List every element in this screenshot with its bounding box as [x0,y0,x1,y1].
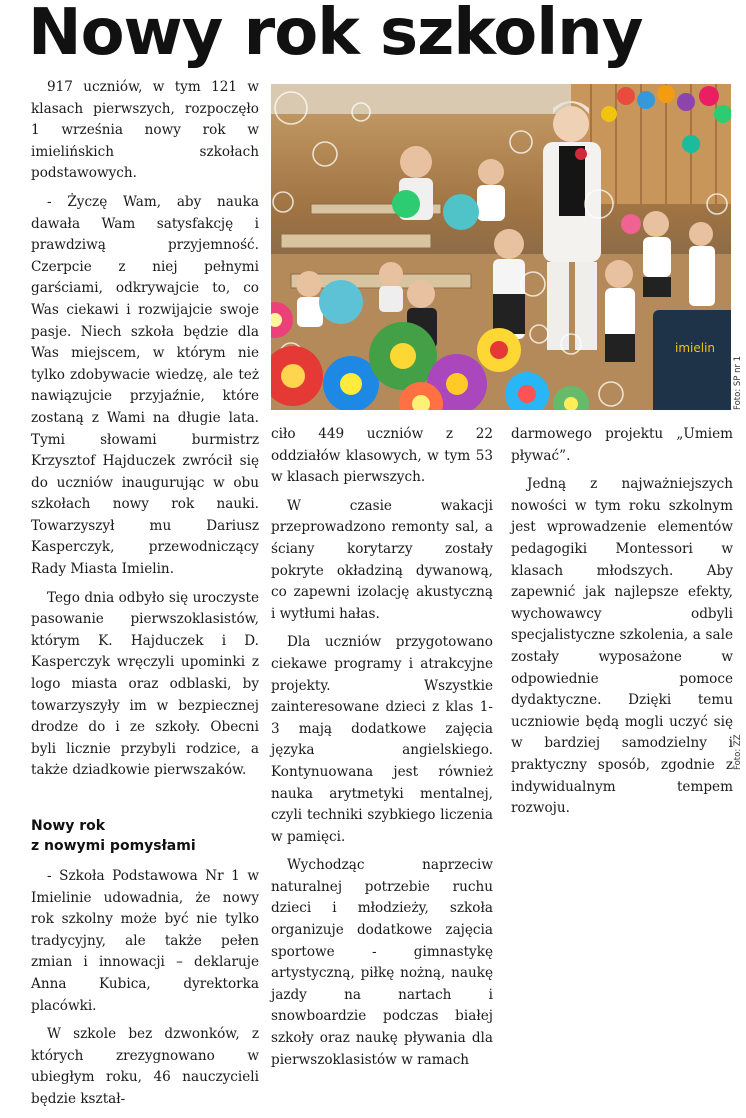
bag [653,310,731,410]
paragraph: 917 uczniów, w tym 121 w klasach pierwszych, rozpoczęło 1 września nowy rok w imielińskich szkołach podstawowych. [31,79,259,182]
paragraph: darmowego projektu „Umiem pływać”. [511,426,733,464]
photo-credit-2: Foto: ZZ [733,734,743,770]
subheading-line: z nowymi pomysłami [31,838,196,854]
article-photo [271,84,731,410]
photo-credit: Foto: SP nr 1 [733,355,743,410]
paragraph: Dla uczniów przygotowano ciekawe programy i atrakcyjne projekty. Wszystkie zainteresowane dzieci z klas 1-3 mają dodatkowe zajęcia języka angielskiego. Kontynuowana jest również nauka arytmetyki mentalnej, czyli techniki szybkiego liczenia w pamięci. [271,634,493,845]
photo-illustration [271,84,731,410]
paragraph: W szkole bez dzwonków, z których zrezygnowano w ubiegłym roku, 46 nauczycieli będzie kształ- [31,1026,259,1107]
subheading [31,816,259,856]
paragraph: ciło 449 uczniów z 22 oddziałów klasowych, w tym 53 w klasach pierwszych. [271,426,493,486]
paragraph: - Szkoła Podstawowa Nr 1 w Imielinie udowadnia, że nowy rok szkolny może być nie tylko tradycyjny, ale także pełen zmian i innowacji – deklaruje Anna Kubica, dyrektorka placówki. [31,868,259,1014]
paragraph: - Życzę Wam, aby nauka dawała Wam satysfakcję i prawdziwą przyjemność. Czerpcie z niej pełnymi garściami, odkrywajcie to, co Was ciekawi i rozwijajcie swoje pasje. Niech szkoła będzie dla Was miejscem, w którym nie tylko zdobywacie wiedzę, ale też nawiązujcie przyjaźnie, które zostaną z Wami na długie lata. Tymi słowami burmistrz Krzysztof Hajduczek zwrócił się do uczniów inaugurując w obu szkołach nowy rok nauki. Towarzyszył mu Dariusz Kasperczyk, przewodniczący Rady Miasta Imielin. [31,193,259,578]
paragraph: Tego dnia odbyło się uroczyste pasowanie pierwszoklasistów, którym K. Hajduczek i D. Kasperczyk wręczyli upominki z logo miasta oraz odblaski, by towarzyszyły im w bezpiecznej drodze do i ze szkoły. Obecni byli licznie przybyli rodzice, a także dziadkowie pierwszaków. [31,589,259,779]
paragraph: Jedną z najważniejszych nowości w tym roku szkolnym jest wprowadzenie elementów pedagogiki Montessori w klasach młodszych. Aby zapewnić jak najlepsze efekty, wychowawcy odbyli specjalistyczne szkolenia, a sale zostały wyposażone w odpowiednie pomoce dydaktyczne. Dzięki temu uczniowie będą mogli uczyć się w bardziej samodzielny i praktyczny sposób, zgodnie z indywidualnym tempem rozwoju. [511,476,733,817]
paragraph: Wychodząc naprzeciw naturalnej potrzebie ruchu dzieci i młodzieży, szkoła organizuje dodatkowe zajęcia sportowe - gimnastykę artystyczną, piłkę nożną, naukę jazdy na nartach i snowboardzie podczas białej szkoły oraz naukę pływania dla pierwszoklasistów w ramach [271,857,493,1068]
text-column-1 [31,77,259,1118]
subheading-line: Nowy rok [31,818,106,834]
article-title: Nowy rok szkolny [28,0,643,70]
text-column-2 [271,424,493,1078]
bag-logo-text: imielin [675,341,716,355]
text-column-3 [511,424,733,827]
paragraph: W czasie wakacji przeprowadzono remonty sal, a ściany korytarzy zostały pokryte okładziną dywanową, co zapewni izolację akustyczną i wytłumi hałas. [271,497,493,622]
